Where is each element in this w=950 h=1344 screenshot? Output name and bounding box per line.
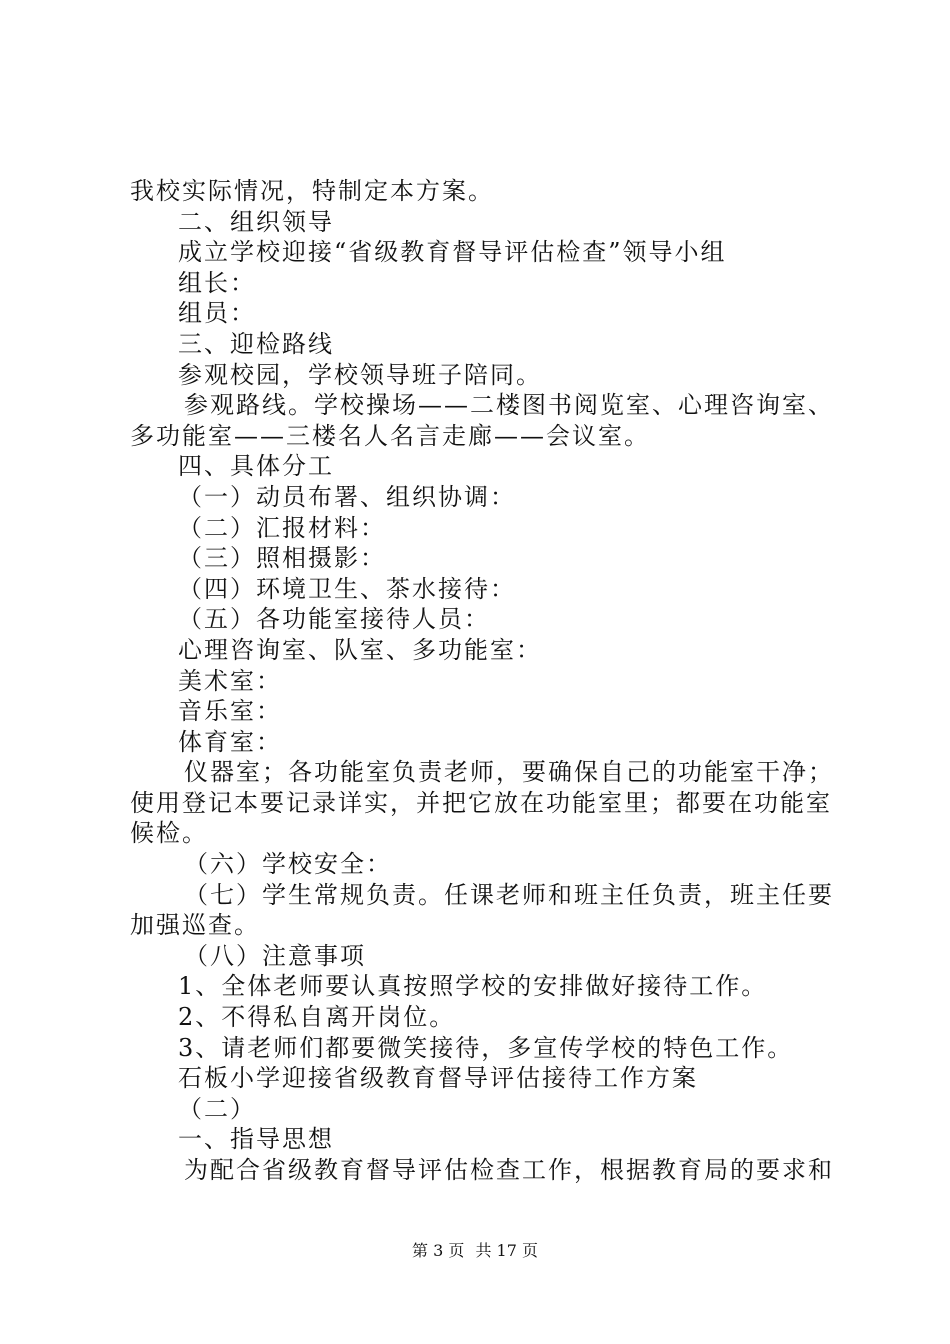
text-line: 石板小学迎接省级教育督导评估接待工作方案	[178, 1064, 698, 1093]
text-line: 2、不得私自离开岗位。	[178, 1003, 456, 1032]
text-line: 参观路线。学校操场——二楼图书阅览室、心理咨询室、	[184, 391, 834, 420]
text-line: 加强巡查。	[130, 911, 260, 940]
text-line: （七）学生常规负责。任课老师和班主任负责，班主任要	[184, 880, 834, 909]
text-line: 使用登记本要记录详实，并把它放在功能室里；都要在功能室	[130, 788, 832, 817]
text-line: 我校实际情况，特制定本方案。	[130, 177, 494, 205]
text-line: 参观校园，学校领导班子陪同。	[178, 360, 542, 389]
text-line: 四、具体分工	[178, 452, 334, 481]
page-number: 第 3 页	[412, 1241, 465, 1260]
text-line: 仪器室；各功能室负责老师，要确保自己的功能室干净；	[184, 758, 834, 787]
text-line: 3、请老师们都要微笑接待，多宣传学校的特色工作。	[178, 1033, 794, 1062]
text-line: 心理咨询室、队室、多功能室：	[178, 635, 542, 664]
text-line: （八）注意事项	[184, 941, 366, 970]
text-line: 组长：	[178, 268, 256, 297]
text-line: 三、迎检路线	[178, 329, 334, 358]
text-line: （二）汇报材料：	[178, 513, 386, 542]
text-line: 二、组织领导	[178, 207, 334, 236]
text-line: 为配合省级教育督导评估检查工作，根据教育局的要求和	[184, 1156, 834, 1184]
text-line: （二）	[178, 1094, 256, 1123]
text-line: 音乐室：	[178, 697, 282, 726]
page-total: 共 17 页	[475, 1241, 538, 1260]
text-line: 体育室：	[178, 727, 282, 756]
text-line: （四）环境卫生、茶水接待：	[178, 574, 516, 603]
text-line: 一、指导思想	[178, 1125, 334, 1154]
text-line: （六）学校安全：	[184, 850, 392, 879]
document-body	[130, 176, 840, 1186]
text-line: 多功能室——三楼名人名言走廊——会议室。	[130, 421, 650, 450]
text-line: 1、全体老师要认真按照学校的安排做好接待工作。	[178, 972, 768, 1001]
text-line: 组员：	[178, 299, 256, 328]
text-line: 美术室：	[178, 666, 282, 695]
text-line: 成立学校迎接“省级教育督导评估检查”领导小组	[178, 238, 727, 267]
text-line: （五）各功能室接待人员：	[178, 605, 490, 634]
text-line: 候检。	[130, 819, 208, 848]
text-line: （三）照相摄影：	[178, 544, 386, 573]
page-footer	[0, 1240, 950, 1262]
text-line: （一）动员布署、组织协调：	[178, 482, 516, 511]
